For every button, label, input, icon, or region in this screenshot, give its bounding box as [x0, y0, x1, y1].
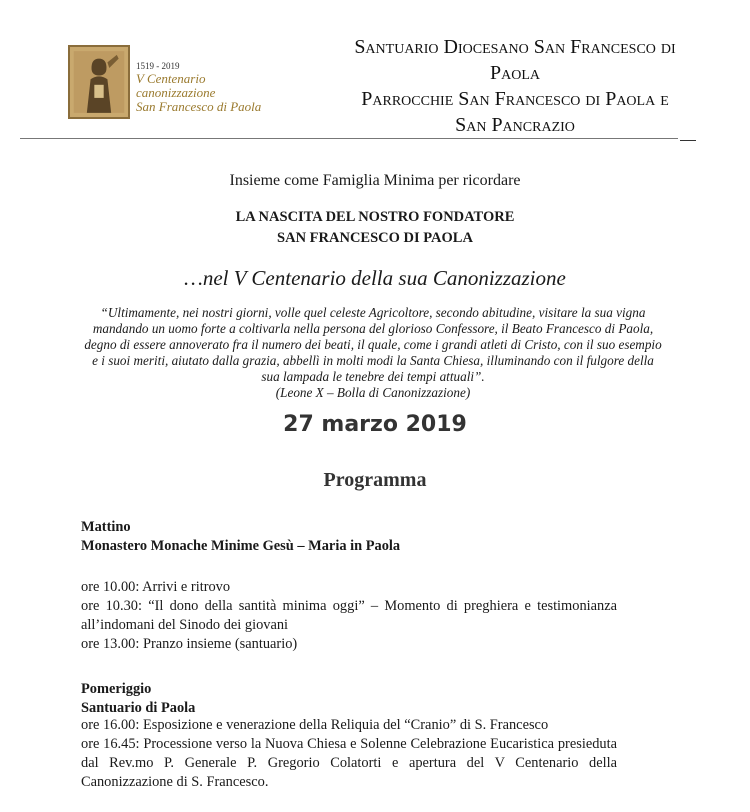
morning-place: Monastero Monache Minime Gesù – Maria in Paola [81, 538, 401, 554]
header-title-line-1: Santuario Diocesano San Francesco di [354, 36, 676, 58]
header-divider [20, 138, 678, 139]
centenary-logo [68, 45, 130, 119]
header-title [318, 34, 712, 138]
header-title-line-3: Parrocchie San Francesco di Paola e [361, 88, 669, 110]
header-title-line-2: Paola [489, 62, 540, 84]
morning-schedule [81, 578, 617, 654]
event-date: 27 marzo 2019 [283, 412, 467, 437]
quote-text: “Ultimamente, nei nostri giorni, volle quel celeste Agricoltore, secondo abitudine, visitare la sua vigna mandando un uomo forte a coltivarla nella persona del glorioso Confessore, il Beato Francesco di Paola, degno di essere annoverato fra il numero dei beati, il quale, come i grandi atleti di Cristo, con il suo esempio e i suoi meriti, aiutato dalla grazia, abbellì in molti modi la Santa Chiesa, illuminando con il fulgore della sua lampada le tenebre dei tempi attuali”. [84, 305, 662, 384]
centenary-subtitle: …nel V Centenario della sua Canonizzazione [184, 266, 566, 290]
event-heading [0, 207, 750, 249]
papal-bull-quote [82, 305, 664, 401]
logo-caption [136, 60, 296, 114]
schedule-item: ore 16.45: Processione verso la Nuova Chiesa e Solenne Celebrazione Eucaristica presieduta dal Rev.mo P. Generale P. Gregorio Colatorti e apertura del V Centenario della Canonizzazione di S. Francesco. [81, 736, 617, 790]
logo-years: 1519 - 2019 [136, 61, 180, 71]
morning-label: Mattino [81, 519, 131, 535]
quote-source: (Leone X – Bolla di Canonizzazione) [275, 385, 471, 400]
header-title-line-4: San Pancrazio [455, 114, 575, 136]
schedule-item: ore 10.00: Arrivi e ritrovo [81, 579, 231, 595]
logo-line-1: V Centenario [136, 71, 206, 86]
logo-line-3: San Francesco di Paola [136, 99, 262, 114]
schedule-item: ore 13.00: Pranzo insieme (santuario) [81, 636, 298, 652]
schedule-item: ore 10.30: “Il dono della santità minima oggi” – Momento di preghiera e testimonianza all’indomani del Sinodo dei giovani [81, 598, 617, 633]
schedule-item: ore 16.00: Esposizione e venerazione della Reliquia del “Cranio” di S. Francesco [81, 717, 549, 733]
morning-section-header [81, 518, 617, 556]
header-divider-tail [680, 140, 696, 141]
event-heading-line-1: LA NASCITA DEL NOSTRO FONDATORE [235, 209, 515, 225]
saint-figure-icon [70, 47, 128, 117]
afternoon-place: Santuario di Paola [81, 700, 196, 716]
logo-line-2: canonizzazione [136, 85, 216, 100]
intro-line: Insieme come Famiglia Minima per ricordare [229, 172, 521, 189]
event-heading-line-2: SAN FRANCESCO DI PAOLA [277, 230, 473, 246]
afternoon-schedule [81, 716, 617, 792]
afternoon-section-header [81, 680, 617, 718]
program-heading: Programma [323, 469, 427, 491]
afternoon-label: Pomeriggio [81, 681, 152, 697]
